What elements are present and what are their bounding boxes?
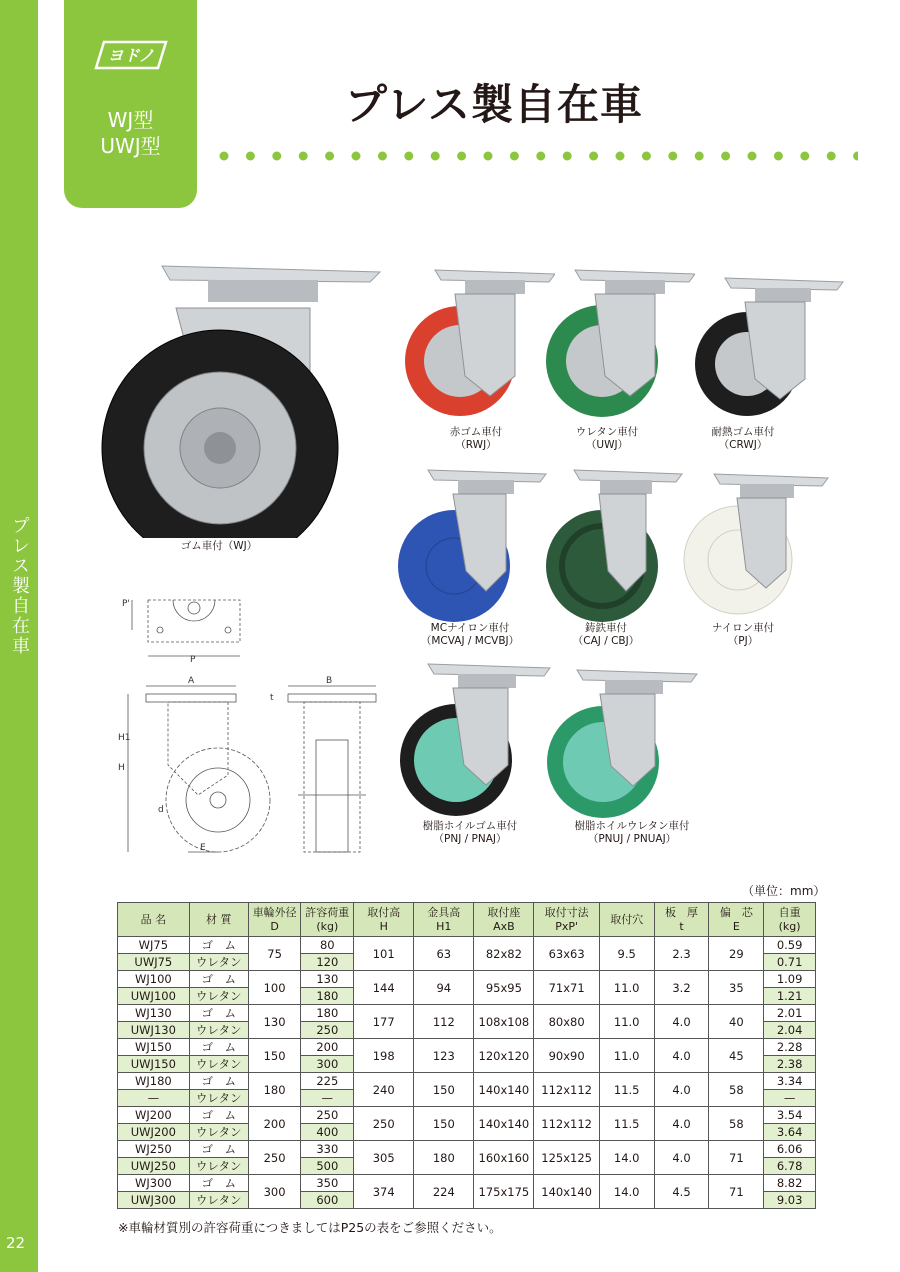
cell-bracket-height: 94	[414, 971, 474, 1005]
divider-dot	[510, 152, 519, 161]
cell-thickness: 4.5	[654, 1175, 709, 1209]
divider-dot	[220, 152, 229, 161]
cell-offset: 71	[709, 1141, 764, 1175]
cell-weight: 1.21	[764, 988, 816, 1005]
cell-wheel-diameter: 300	[248, 1175, 301, 1209]
table-header-row	[118, 903, 816, 937]
divider-dot	[853, 152, 858, 161]
cell-material: ゴ ム	[189, 971, 248, 988]
cell-material: ウレタン	[189, 1090, 248, 1107]
dim-label-a: A	[188, 676, 195, 686]
divider-dot	[352, 152, 361, 161]
cell-material: ウレタン	[189, 988, 248, 1005]
dot-divider	[218, 150, 858, 162]
table-header-cell: 板 厚 t	[654, 903, 709, 937]
spec-table	[117, 902, 816, 1209]
divider-dot	[748, 152, 757, 161]
cell-bolt-pattern: 125x125	[534, 1141, 599, 1175]
cell-product-name: WJ300	[118, 1175, 190, 1192]
divider-dot	[563, 152, 572, 161]
dim-label-b: B	[326, 676, 333, 686]
caption-rwj-code: （RWJ）	[455, 439, 497, 451]
cell-bolt-pattern: 140x140	[534, 1175, 599, 1209]
cell-load: 180	[301, 988, 354, 1005]
cell-product-name: WJ250	[118, 1141, 190, 1158]
cell-material: ゴ ム	[189, 937, 248, 954]
cell-material: ウレタン	[189, 1192, 248, 1209]
cell-offset: 71	[709, 1175, 764, 1209]
cell-weight: 3.54	[764, 1107, 816, 1124]
caster-photo-wj	[100, 258, 390, 538]
cell-product-name: UWJ300	[118, 1192, 190, 1209]
cell-plate-size: 175x175	[474, 1175, 534, 1209]
dim-label-h1: H1	[118, 733, 131, 743]
cell-offset: 40	[709, 1005, 764, 1039]
cell-product-name: WJ200	[118, 1107, 190, 1124]
divider-dot	[431, 152, 440, 161]
cell-load: 180	[301, 1005, 354, 1022]
cell-load: 500	[301, 1158, 354, 1175]
caption-wj: ゴム車付（WJ）	[180, 540, 258, 552]
cell-plate-size: 108x108	[474, 1005, 534, 1039]
cell-bracket-height: 224	[414, 1175, 474, 1209]
caption-pnj-label: 樹脂ホイルゴム車付	[422, 820, 518, 832]
header-tab	[64, 0, 197, 208]
caption-crwj	[678, 426, 808, 452]
caption-crwj-code: （CRWJ）	[718, 439, 768, 451]
cell-wheel-diameter: 150	[248, 1039, 301, 1073]
cell-wheel-diameter: 130	[248, 1005, 301, 1039]
cell-height: 101	[354, 937, 414, 971]
footnote: ※車輪材質別の許容荷重につきましてはP25の表をご参照ください。	[118, 1220, 502, 1235]
caption-crwj-label: 耐熱ゴム車付	[711, 426, 775, 438]
divider-dot	[325, 152, 334, 161]
cell-wheel-diameter: 100	[248, 971, 301, 1005]
cell-product-name: UWJ250	[118, 1158, 190, 1175]
cell-load: 80	[301, 937, 354, 954]
caster-photo-crwj	[695, 274, 845, 424]
type-label-wj: WJ型	[107, 108, 154, 132]
cell-bolt-pattern: 112x112	[534, 1107, 599, 1141]
caster-photo-caj	[544, 466, 694, 626]
cell-offset: 29	[709, 937, 764, 971]
caster-photo-pnj	[398, 660, 553, 820]
page-title: プレス製自在車	[345, 80, 644, 129]
cell-product-name: WJ130	[118, 1005, 190, 1022]
cell-offset: 58	[709, 1107, 764, 1141]
cell-product-name: WJ100	[118, 971, 190, 988]
cell-bracket-height: 63	[414, 937, 474, 971]
dim-label-t: t	[270, 693, 274, 703]
cell-product-name: UWJ130	[118, 1022, 190, 1039]
caption-pnuj-code: （PNUJ / PNUAJ）	[587, 833, 677, 845]
cell-thickness: 4.0	[654, 1039, 709, 1073]
divider-dot	[246, 152, 255, 161]
table-header-cell: 取付座 AxB	[474, 903, 534, 937]
cell-bolt-hole: 14.0	[599, 1141, 654, 1175]
cell-material: ウレタン	[189, 1124, 248, 1141]
cell-weight: 0.71	[764, 954, 816, 971]
cell-thickness: 4.0	[654, 1073, 709, 1107]
cell-load: 250	[301, 1022, 354, 1039]
caption-uwj-code: （UWJ）	[585, 439, 629, 451]
cell-offset: 58	[709, 1073, 764, 1107]
cell-bolt-pattern: 112x112	[534, 1073, 599, 1107]
cell-wheel-diameter: 200	[248, 1107, 301, 1141]
cell-thickness: 2.3	[654, 937, 709, 971]
dim-label-e: E	[200, 843, 206, 853]
caster-photo-pnuj	[545, 666, 700, 826]
caster-photo-pj	[682, 470, 832, 620]
dim-label-h: H	[118, 763, 125, 773]
caption-caj-label: 鋳鉄車付	[585, 622, 627, 634]
cell-bracket-height: 112	[414, 1005, 474, 1039]
cell-wheel-diameter: 75	[248, 937, 301, 971]
table-row	[118, 1039, 816, 1056]
caster-photo-rwj	[405, 266, 555, 426]
cell-material: ゴ ム	[189, 1107, 248, 1124]
caption-mcvaj-code: （MCVAJ / MCVBJ）	[420, 635, 520, 647]
cell-plate-size: 160x160	[474, 1141, 534, 1175]
cell-height: 177	[354, 1005, 414, 1039]
cell-weight: 3.64	[764, 1124, 816, 1141]
cell-bolt-hole: 11.5	[599, 1073, 654, 1107]
cell-load: 300	[301, 1056, 354, 1073]
divider-dot	[457, 152, 466, 161]
caption-pnuj-label: 樹脂ホイルウレタン車付	[574, 820, 690, 832]
divider-dot	[589, 152, 598, 161]
table-header-cell: 材 質	[189, 903, 248, 937]
cell-height: 198	[354, 1039, 414, 1073]
caption-uwj	[542, 426, 672, 452]
cell-offset: 45	[709, 1039, 764, 1073]
divider-dot	[642, 152, 651, 161]
caster-photo-uwj	[545, 266, 695, 426]
table-header-cell: 取付穴	[599, 903, 654, 937]
cell-plate-size: 140x140	[474, 1073, 534, 1107]
cell-bolt-pattern: 71x71	[534, 971, 599, 1005]
divider-dot	[668, 152, 677, 161]
divider-dot	[484, 152, 493, 161]
table-row	[118, 1073, 816, 1090]
cell-plate-size: 120x120	[474, 1039, 534, 1073]
cell-material: ゴ ム	[189, 1005, 248, 1022]
divider-dot	[616, 152, 625, 161]
cell-bracket-height: 150	[414, 1073, 474, 1107]
cell-load: 250	[301, 1107, 354, 1124]
cell-wheel-diameter: 250	[248, 1141, 301, 1175]
logo-text: ヨドノ	[107, 46, 155, 65]
cell-weight: 3.34	[764, 1073, 816, 1090]
cell-material: ウレタン	[189, 954, 248, 971]
cell-product-name: UWJ75	[118, 954, 190, 971]
cell-load: 225	[301, 1073, 354, 1090]
caption-uwj-label: ウレタン車付	[575, 426, 639, 438]
cell-product-name: UWJ100	[118, 988, 190, 1005]
cell-weight: —	[764, 1090, 816, 1107]
cell-product-name: WJ75	[118, 937, 190, 954]
caption-pnj	[405, 820, 535, 846]
cell-bolt-pattern: 90x90	[534, 1039, 599, 1073]
caption-pnj-code: （PNJ / PNAJ）	[433, 833, 507, 845]
cell-plate-size: 140x140	[474, 1107, 534, 1141]
dim-label-p-prime: P'	[122, 599, 130, 609]
cell-weight: 6.06	[764, 1141, 816, 1158]
yodono-logo	[94, 40, 168, 70]
caption-caj-code: （CAJ / CBJ）	[572, 635, 640, 647]
caption-pj-code: （PJ）	[727, 635, 759, 647]
table-header-cell: 車輪外径 D	[248, 903, 301, 937]
cell-load: 330	[301, 1141, 354, 1158]
cell-product-name: —	[118, 1090, 190, 1107]
table-row	[118, 1141, 816, 1158]
divider-dot	[272, 152, 281, 161]
divider-dot	[299, 152, 308, 161]
table-row	[118, 1005, 816, 1022]
cell-bracket-height: 180	[414, 1141, 474, 1175]
cell-plate-size: 82x82	[474, 937, 534, 971]
cell-load: 130	[301, 971, 354, 988]
table-header-cell: 偏 芯 E	[709, 903, 764, 937]
table-row	[118, 1175, 816, 1192]
cell-weight: 8.82	[764, 1175, 816, 1192]
table-header-cell: 許容荷重 (kg)	[301, 903, 354, 937]
divider-dot	[827, 152, 836, 161]
cell-thickness: 4.0	[654, 1141, 709, 1175]
cell-bolt-hole: 11.0	[599, 1005, 654, 1039]
cell-weight: 2.38	[764, 1056, 816, 1073]
cell-load: 200	[301, 1039, 354, 1056]
cell-height: 305	[354, 1141, 414, 1175]
cell-bolt-pattern: 80x80	[534, 1005, 599, 1039]
caster-photo-mcvaj	[398, 466, 548, 626]
caption-pj	[678, 622, 808, 648]
divider-dot	[536, 152, 545, 161]
cell-thickness: 4.0	[654, 1107, 709, 1141]
cell-plate-size: 95x95	[474, 971, 534, 1005]
table-header-cell: 取付寸法 PxP'	[534, 903, 599, 937]
caption-mcvaj-label: MCナイロン車付	[430, 622, 510, 634]
dim-label-p: P	[190, 655, 196, 665]
side-section-title: プレス製自在車	[9, 516, 30, 656]
table-row	[118, 971, 816, 988]
cell-material: ゴ ム	[189, 1175, 248, 1192]
cell-bolt-pattern: 63x63	[534, 937, 599, 971]
divider-dot	[800, 152, 809, 161]
cell-bolt-hole: 11.5	[599, 1107, 654, 1141]
cell-load: —	[301, 1090, 354, 1107]
cell-load: 400	[301, 1124, 354, 1141]
cell-product-name: UWJ200	[118, 1124, 190, 1141]
cell-material: ゴ ム	[189, 1039, 248, 1056]
cell-bolt-hole: 11.0	[599, 1039, 654, 1073]
cell-thickness: 3.2	[654, 971, 709, 1005]
cell-material: ウレタン	[189, 1022, 248, 1039]
cell-bolt-hole: 14.0	[599, 1175, 654, 1209]
divider-dot	[378, 152, 387, 161]
divider-dot	[695, 152, 704, 161]
table-header-cell: 取付高 H	[354, 903, 414, 937]
cell-bracket-height: 150	[414, 1107, 474, 1141]
cell-height: 240	[354, 1073, 414, 1107]
cell-weight: 1.09	[764, 971, 816, 988]
unit-note: （単位：mm）	[742, 884, 826, 898]
cell-offset: 35	[709, 971, 764, 1005]
cell-bolt-hole: 11.0	[599, 971, 654, 1005]
dim-label-d: d	[158, 805, 164, 815]
cell-weight: 2.28	[764, 1039, 816, 1056]
caption-caj	[541, 622, 671, 648]
table-row	[118, 1107, 816, 1124]
cell-load: 350	[301, 1175, 354, 1192]
cell-material: ウレタン	[189, 1056, 248, 1073]
cell-material: ゴ ム	[189, 1141, 248, 1158]
cell-product-name: WJ150	[118, 1039, 190, 1056]
caption-pj-label: ナイロン車付	[711, 622, 775, 634]
table-header-cell: 品 名	[118, 903, 190, 937]
caption-rwj-label: 赤ゴム車付	[449, 426, 503, 438]
cell-wheel-diameter: 180	[248, 1073, 301, 1107]
cell-load: 120	[301, 954, 354, 971]
table-header-cell: 自重 (kg)	[764, 903, 816, 937]
dimension-drawing	[118, 590, 388, 860]
cell-height: 374	[354, 1175, 414, 1209]
divider-dot	[404, 152, 413, 161]
table-row	[118, 937, 816, 954]
cell-weight: 9.03	[764, 1192, 816, 1209]
cell-product-name: UWJ150	[118, 1056, 190, 1073]
divider-dot	[774, 152, 783, 161]
cell-weight: 2.01	[764, 1005, 816, 1022]
cell-thickness: 4.0	[654, 1005, 709, 1039]
caption-mcvaj	[405, 622, 535, 648]
cell-height: 250	[354, 1107, 414, 1141]
caption-rwj	[411, 426, 541, 452]
table-header-cell: 金具高 H1	[414, 903, 474, 937]
cell-weight: 2.04	[764, 1022, 816, 1039]
cell-material: ウレタン	[189, 1158, 248, 1175]
cell-product-name: WJ180	[118, 1073, 190, 1090]
cell-bolt-hole: 9.5	[599, 937, 654, 971]
caption-pnuj	[552, 820, 712, 846]
cell-weight: 6.78	[764, 1158, 816, 1175]
cell-weight: 0.59	[764, 937, 816, 954]
divider-dot	[721, 152, 730, 161]
cell-load: 600	[301, 1192, 354, 1209]
cell-material: ゴ ム	[189, 1073, 248, 1090]
cell-height: 144	[354, 971, 414, 1005]
page-number: 22	[6, 1234, 26, 1252]
type-label-uwj: UWJ型	[100, 134, 161, 158]
cell-bracket-height: 123	[414, 1039, 474, 1073]
